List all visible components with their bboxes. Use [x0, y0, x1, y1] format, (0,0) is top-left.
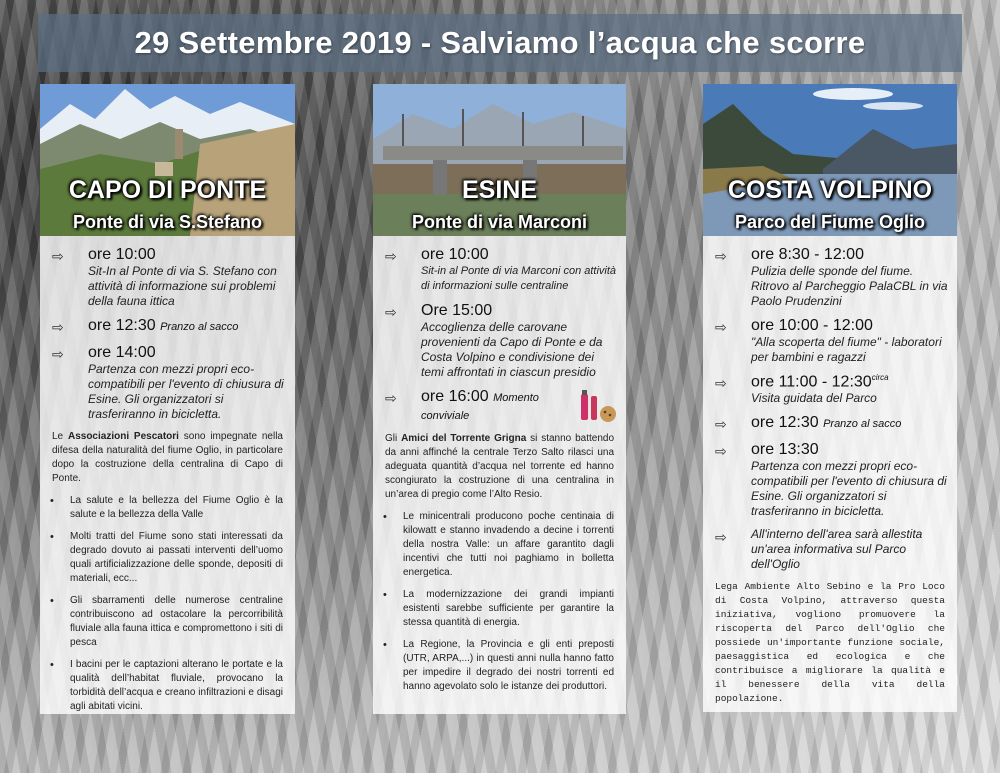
- bullet-dot: •: [50, 595, 54, 607]
- list-item: [383, 588, 614, 630]
- double-right-arrow-icon: ⇨: [715, 375, 727, 391]
- event-item: [48, 317, 287, 336]
- double-right-arrow-icon: ⇨: [52, 346, 64, 362]
- bullet-text: Gli sbarramenti delle numerose centraline contribuiscono ad ostacolare la percorribilità fluviale alla fauna ittica e compromettono i siti di pesca: [70, 595, 283, 648]
- event-time: ore 8:30 - 12:00: [751, 246, 864, 263]
- event-time: ore 10:00: [88, 246, 156, 263]
- place-name: Parco del Fiume Oglio: [734, 212, 926, 232]
- event-list: [703, 236, 957, 572]
- association-name: Associazioni Pescatori: [67, 431, 179, 442]
- event-item: [711, 373, 949, 406]
- bullet-text: I bacini per le captazioni alterano le portate e la qualità dell’habitat fluviale, provocano la torbidità dell’acqua e creano infiltrazioni e disagi agli abitati vicini.: [70, 659, 283, 712]
- place-name: Ponte di via S.Stefano: [72, 212, 263, 232]
- event-item: [381, 388, 618, 424]
- list-item: [383, 638, 614, 694]
- event-item: [48, 344, 287, 422]
- double-right-arrow-icon: ⇨: [385, 248, 397, 264]
- event-desc: Visita guidata del Parco: [751, 391, 877, 406]
- intro-prefix: Gli: [385, 433, 402, 444]
- event-time: ore 10:00 - 12:00: [751, 317, 873, 334]
- town-name: CAPO DI PONTE: [68, 176, 267, 204]
- bullet-dot: •: [383, 511, 387, 523]
- photo-esine: [373, 84, 626, 236]
- intro-paragraph: [40, 430, 295, 486]
- event-item: [711, 246, 949, 309]
- bullet-dot: •: [383, 639, 387, 651]
- event-list: [373, 236, 626, 424]
- event-desc: Partenza con mezzi propri eco-compatibili per l'evento di chiusura di Esine. Gli organizzatori si trasferiranno in bicicletta.: [751, 459, 947, 519]
- town-name: ESINE: [461, 176, 538, 204]
- bullet-dot: •: [50, 659, 54, 671]
- list-item: [50, 530, 283, 586]
- event-time: ore 16:00: [421, 388, 489, 405]
- double-right-arrow-icon: ⇨: [715, 319, 727, 335]
- place-name: Ponte di via Marconi: [411, 212, 588, 232]
- event-desc: Sit-in al Ponte di via Marconi con attività di informazioni sulle centraline: [421, 265, 617, 292]
- double-right-arrow-icon: ⇨: [715, 529, 727, 546]
- bullet-text: Le minicentrali producono poche centinaia di kilowatt e stanno invadendo a decine i torrenti della nostra Valle: un affare garantito dagli incentivi che tutti noi paghiamo in bolletta energetica.: [403, 511, 614, 578]
- event-item: [381, 246, 618, 294]
- event-item: [711, 527, 949, 572]
- list-item: [50, 494, 283, 522]
- event-time: ore 12:30: [751, 414, 819, 432]
- bullet-text: Molti tratti del Fiume sono stati interessati da degrado dovuto ai passati interventi dell’uomo quali artificializzazione delle sponde, depositi di materiali, ecc...: [70, 531, 283, 584]
- event-item: [711, 414, 949, 433]
- intro-rest: sono impegnate nella difesa della naturalità del fiume Oglio, in particolare dopo la costruzione della centralina di Capo di Ponte.: [52, 431, 283, 484]
- bullet-list: [40, 486, 295, 714]
- bullet-dot: •: [383, 589, 387, 601]
- event-item: [48, 246, 287, 309]
- double-right-arrow-icon: ⇨: [715, 248, 727, 264]
- event-desc: "Alla scoperta del fiume" - laboratori per bambini e ragazzi: [751, 335, 942, 364]
- bullet-text: La salute e la bellezza del Fiume Oglio è la salute e la bellezza della Valle: [70, 495, 283, 520]
- intro-rest: si stanno battendo da anni affinché la centrale Terzo Salto rilasci una adeguata quantità d’acqua nel torrente ed hanno scongiurato la costruzione di una centralina in un’area di pregio come l’Alto Resio.: [385, 433, 615, 500]
- event-item: [711, 441, 949, 519]
- intro-prefix: Le: [52, 431, 68, 442]
- event-desc: Pulizia delle sponde del fiume. Ritrovo al Parcheggio PalaCBL in via Paolo Prudenzini: [751, 264, 948, 308]
- bullet-dot: •: [50, 531, 54, 543]
- event-time: ore 13:30: [751, 441, 819, 459]
- double-right-arrow-icon: ⇨: [52, 248, 64, 264]
- event-time: ore 11:00 - 12:30: [751, 373, 872, 391]
- event-desc: Sit-In al Ponte di via S. Stefano con attività di informazione sui problemi della fauna ittica: [88, 264, 277, 308]
- event-desc: Accoglienza delle carovane provenienti da Capo di Ponte e da Costa Volpino e condivisione dei temi affrontati in ciascun presidio: [421, 320, 603, 379]
- double-right-arrow-icon: ⇨: [715, 416, 727, 433]
- bullet-text: La modernizzazione dei grandi impianti esistenti sarebbe sufficiente per garantire la stessa quantità di energia.: [403, 589, 614, 628]
- bullet-list: [373, 502, 626, 694]
- event-list: [40, 236, 295, 422]
- event-desc: Partenza con mezzi propri eco-compatibili per l'evento di chiusura di Esine. Gli organizzatori si trasferiranno in bicicletta.: [88, 362, 284, 421]
- event-desc: All'interno dell'area sarà allestita un'area informativa sul Parco dell'Oglio: [751, 527, 923, 572]
- double-right-arrow-icon: ⇨: [715, 443, 727, 460]
- event-time: ore 14:00: [88, 344, 156, 361]
- double-right-arrow-icon: ⇨: [385, 304, 397, 320]
- closing-paragraph: Lega Ambiente Alto Sebino e la Pro Loco di Costa Volpino, attraverso questa iniziativa, vogliono promuovere la riscoperta del Parco dell'Oglio che possiede un'importante funzione sociale, paesaggistica ed ecologica e che contribuisce a migliorare la qualità e il benessere della vita della popolazione.: [715, 581, 945, 705]
- title-banner: [38, 14, 962, 72]
- bullet-text: La Regione, la Provincia e gli enti preposti (UTR, ARPA,...) in questi anni nulla hanno fatto per impedire il degrado dei nostri torrenti ed hanno agevolato solo le istanze dei produttori.: [403, 639, 614, 692]
- photo-costa-volpino: [703, 84, 957, 236]
- column-costa-volpino: [703, 84, 957, 712]
- event-time: ore 10:00: [421, 246, 489, 263]
- event-note: circa: [871, 373, 889, 382]
- page-title: 29 Settembre 2019 - Salviamo l’acqua che scorre: [134, 25, 866, 60]
- event-note: Pranzo al sacco: [160, 321, 239, 333]
- double-right-arrow-icon: ⇨: [52, 319, 64, 335]
- event-time: ore 12:30: [88, 317, 156, 334]
- intro-paragraph: [373, 432, 626, 502]
- list-item: [50, 594, 283, 650]
- list-item: [383, 510, 614, 580]
- picnic-icon: [578, 388, 618, 424]
- event-note: Pranzo al sacco: [823, 418, 902, 431]
- event-item: [711, 317, 949, 365]
- list-item: [50, 658, 283, 714]
- event-item: [381, 302, 618, 380]
- photo-capo-di-ponte: [40, 84, 295, 236]
- event-note: Momento conviviale: [421, 392, 539, 422]
- association-name: Amici del Torrente Grigna: [401, 433, 527, 444]
- event-time: Ore 15:00: [421, 302, 493, 319]
- column-capo-di-ponte: [40, 84, 295, 714]
- column-esine: [373, 84, 626, 714]
- bullet-dot: •: [50, 495, 54, 507]
- double-right-arrow-icon: ⇨: [385, 390, 397, 406]
- town-name: COSTA VOLPINO: [727, 176, 933, 204]
